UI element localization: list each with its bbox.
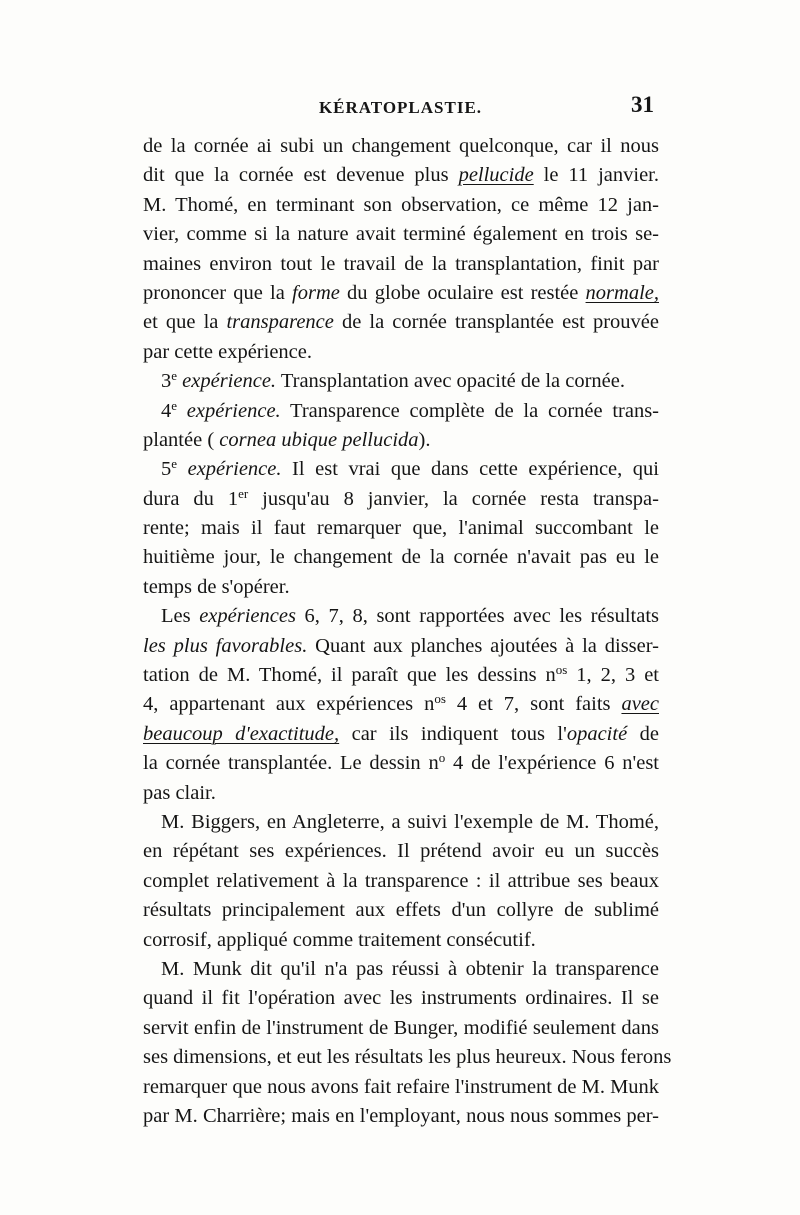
text-run: 4, appartenant aux expériences n	[143, 693, 435, 716]
text-line	[143, 191, 659, 220]
text-run: Les	[161, 605, 200, 628]
text-run: 4 de l'expérience 6 n'est	[445, 752, 659, 775]
text-line	[143, 132, 659, 161]
text-run: opacité	[566, 722, 628, 745]
text-line	[143, 779, 659, 808]
text-run: 6, 7, 8, sont rapportées avec les résultats	[295, 605, 659, 628]
text-line	[143, 808, 659, 837]
text-run: cornea ubique pellucida	[219, 428, 419, 451]
text-line	[143, 367, 659, 396]
text-line	[143, 955, 659, 984]
text-run: maines environ tout le travail de la transplantation, finit par	[143, 252, 659, 275]
text-run: par M. Charrière; mais en l'employant, nous nous sommes per-	[143, 1104, 659, 1127]
text-line	[143, 690, 659, 719]
text-run: expérience.	[186, 399, 281, 422]
text-run: les plus favorables.	[143, 634, 308, 657]
text-run: e	[171, 368, 178, 384]
text-run: et que la	[143, 311, 227, 334]
text-run: e	[171, 456, 178, 472]
text-run: 4	[161, 399, 172, 422]
text-run: pas clair.	[143, 781, 216, 804]
text-run: car ils indiquent tous l'	[339, 722, 567, 745]
text-run: en répétant ses expériences. Il prétend avoir eu un succès	[143, 840, 659, 863]
text-run: dit que la cornée est devenue plus	[143, 164, 459, 187]
text-run: M. Thomé, en terminant son observation, ce même 12 jan-	[143, 193, 659, 216]
text-line	[143, 1073, 659, 1102]
running-title: KÉRATOPLASTIE.	[318, 98, 483, 117]
text-line	[143, 308, 659, 337]
text-line	[143, 514, 659, 543]
text-run: jusqu'au 8 janvier, la cornée resta transpa-	[248, 487, 659, 510]
body-text	[143, 132, 672, 1131]
text-line	[143, 602, 659, 631]
text-run: M. Biggers, en Angleterre, a suivi l'exemple de M. Thomé,	[161, 810, 659, 833]
text-run: vier, comme si la nature avait terminé également en trois se-	[143, 223, 659, 246]
text-line	[143, 896, 659, 925]
text-line	[143, 1102, 659, 1131]
text-run: beaucoup d'exactitude,	[143, 722, 340, 745]
text-run: transparence	[226, 311, 334, 334]
text-line	[143, 661, 659, 690]
text-run: corrosif, appliqué comme traitement consécutif.	[143, 928, 536, 951]
text-run	[177, 400, 187, 422]
text-run: servit enfin de l'instrument de Bunger, modifié seulement dans	[143, 1016, 659, 1039]
text-line	[143, 220, 659, 249]
text-run: forme	[292, 281, 340, 304]
text-run: du globe oculaire est restée	[339, 281, 586, 304]
text-line	[143, 397, 659, 426]
text-run: dura du 1	[143, 487, 239, 510]
text-run: avec	[621, 693, 659, 716]
text-run: temps de s'opérer.	[143, 575, 290, 598]
text-run: de la cornée transplantée est prouvée	[333, 311, 659, 334]
text-run: ses dimensions, et eut les résultats les plus heureux. Nous ferons	[143, 1046, 672, 1069]
text-run: huitième jour, le changement de la cornée n'avait pas eu le	[143, 546, 659, 569]
text-line	[143, 161, 659, 190]
text-run: quand il fit l'opération avec les instruments ordinaires. Il se	[143, 987, 659, 1010]
text-line	[143, 632, 659, 661]
text-line	[143, 867, 659, 896]
text-run: expérience.	[187, 458, 282, 481]
text-line	[143, 720, 659, 749]
text-run: tation de M. Thomé, il paraît que les dessins n	[143, 664, 556, 687]
text-line	[143, 1043, 672, 1072]
text-line	[143, 485, 659, 514]
text-run: de la cornée ai subi un changement quelconque, car il nous	[143, 135, 659, 157]
text-line	[143, 455, 659, 484]
text-line	[143, 338, 659, 367]
text-run: pellucide	[458, 164, 534, 187]
text-run: os	[434, 691, 446, 707]
text-line	[143, 279, 659, 308]
text-run: e	[171, 397, 178, 413]
text-run: o	[438, 750, 446, 766]
text-run: de	[627, 722, 659, 745]
running-head	[143, 92, 658, 126]
text-run: 1, 2, 3 et	[567, 664, 659, 687]
page-number: 31	[631, 92, 654, 117]
text-run: 5	[161, 458, 172, 481]
text-run: remarquer que nous avons fait refaire l'instrument de M. Munk	[143, 1075, 660, 1098]
text-run: Transplantation avec opacité de la cornée.	[276, 370, 626, 393]
text-line	[143, 543, 659, 572]
text-run	[177, 458, 188, 480]
text-run: le 11 janvier.	[533, 164, 659, 187]
text-run: os	[555, 662, 568, 678]
text-run: Quant aux planches ajoutées à la disser-	[307, 634, 659, 657]
text-line	[143, 837, 659, 866]
text-run: rente; mais il faut remarquer que, l'animal succombant le	[143, 517, 659, 540]
text-run: prononcer que la	[143, 281, 293, 304]
text-run: 3	[161, 370, 172, 393]
text-line	[143, 984, 659, 1013]
text-run: Transparence complète de la cornée trans-	[280, 399, 660, 422]
text-run: er	[238, 485, 249, 501]
text-run: par cette expérience.	[143, 340, 313, 363]
text-run: complet relativement à la transparence : il attribue ses beaux	[143, 869, 659, 892]
text-run: expérience.	[182, 370, 277, 393]
text-line	[143, 426, 659, 455]
text-run: ).	[418, 428, 431, 451]
text-line	[143, 1014, 659, 1043]
text-run: normale,	[585, 281, 659, 304]
text-line	[143, 250, 659, 279]
text-run: Il est vrai que dans cette expérience, qui	[281, 458, 660, 481]
text-run: M. Munk dit qu'il n'a pas réussi à obtenir la transparence	[161, 957, 659, 980]
text-line	[143, 573, 659, 602]
text-run: expériences	[199, 605, 296, 628]
text-line	[143, 749, 659, 778]
text-line	[143, 926, 659, 955]
text-run: la cornée transplantée. Le dessin n	[143, 752, 439, 775]
text-run: 4 et 7, sont faits	[445, 693, 622, 716]
text-run: résultats principalement aux effets d'un collyre de sublimé	[143, 899, 659, 922]
text-run: plantée (	[143, 428, 220, 451]
